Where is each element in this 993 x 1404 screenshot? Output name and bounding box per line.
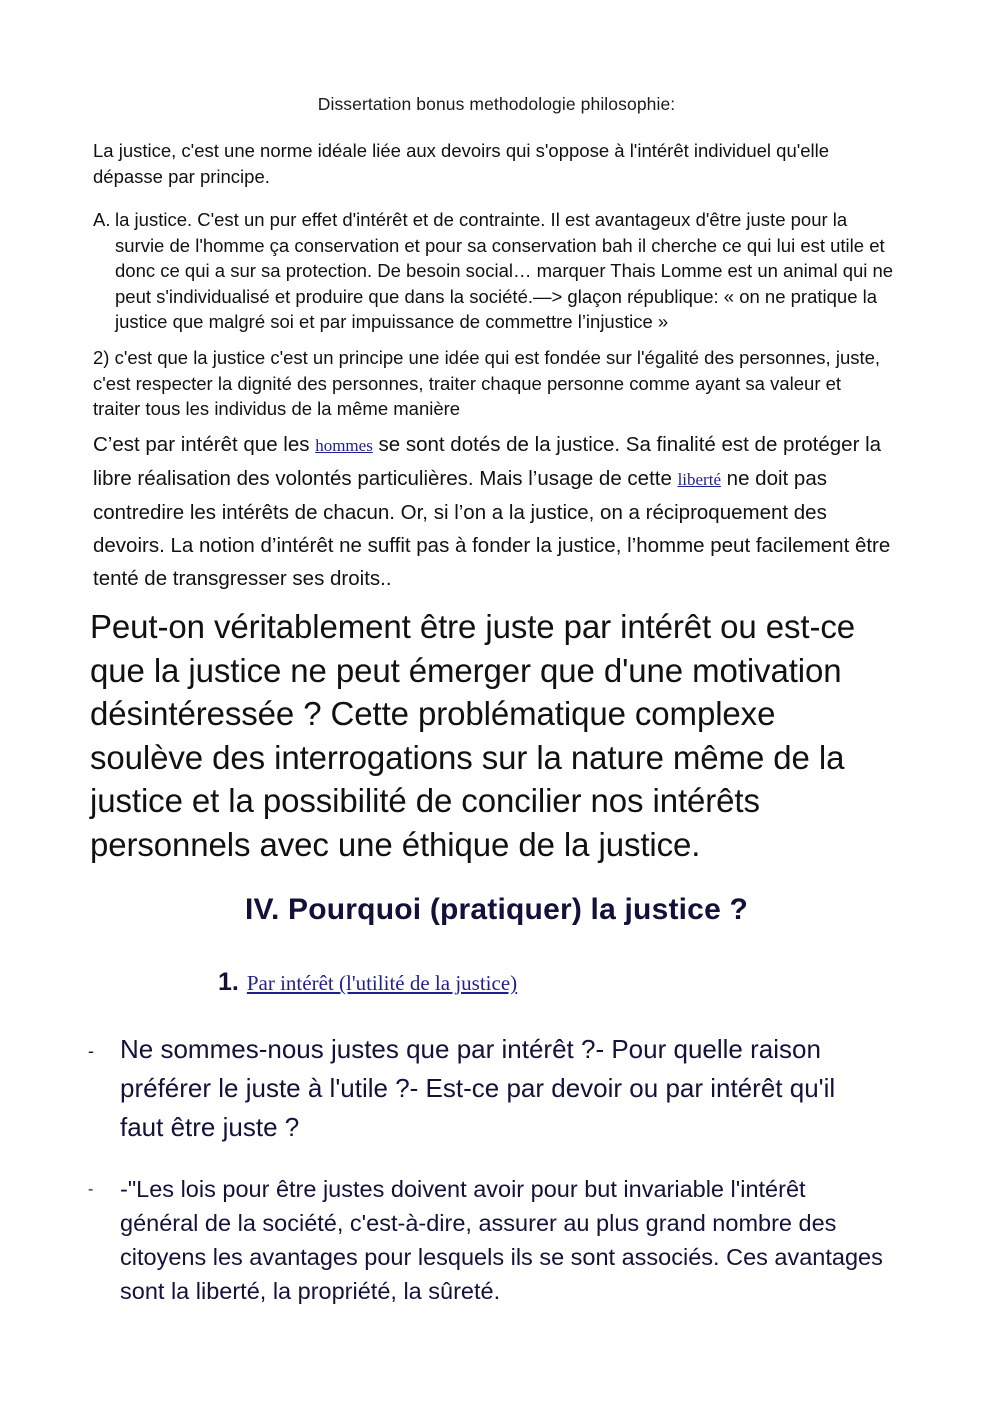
problem-statement: Peut-on véritablement être juste par intérêt ou est-ce que la justice ne peut émerger que d'une motivation désintéressée ? Cette problématique complexe soulève des interrogations sur la nature même de la justice et la possibilité de concilier nos intérêts personnels avec une éthique de la justice. <box>90 608 856 863</box>
sub-heading-1 <box>218 968 918 997</box>
list-item <box>88 1172 888 1308</box>
hommes-link[interactable]: hommes <box>315 436 373 455</box>
paragraph-two: 2) c'est que la justice c'est un principe une idée qui est fondée sur l'égalité des personnes, juste, c'est respecter la dignité des personnes, traiter chaque personne comme ayant sa valeur et traiter tous les individus de la même manière <box>93 347 881 419</box>
list-marker-a: A. <box>93 209 111 230</box>
list-item <box>88 1030 878 1147</box>
list-item-a-text: la justice. C'est un pur effet d'intérêt et de contrainte. Il est avantageux d'être juste pour la survie de l'homme ça conservation et pour sa conservation bah il cherche ce qui lui est utile et donc ce qui a sur sa protection. De besoin social… marquer Thais Lomme est un animal qui ne peut s'individualisé et produire que dans la société.—> glaçon république: « on ne pratique la justice que malgré soi et par impuissance de commettre l’injustice » <box>115 209 894 332</box>
linked-paragraph-part1: C’est par intérêt que les <box>93 433 316 456</box>
sub-heading-number: 1. <box>218 968 239 996</box>
page-title: Dissertation bonus methodologie philosophie: <box>317 94 676 114</box>
linked-paragraph <box>93 428 898 595</box>
dash-bullet-marker: - <box>88 1181 94 1198</box>
list-item-text: -"Les lois pour être justes doivent avoir pour but invariable l'intérêt général de la société, c'est-à-dire, assurer au plus grand nombre des citoyens les avantages pour lesquels ils se sont associés. Ces avantages sont la liberté, la propriété, la sûreté. <box>120 1176 883 1304</box>
intro-paragraph: La justice, c'est une norme idéale liée aux devoirs qui s'oppose à l'intérêt individuel qu'elle dépasse par principe. <box>93 140 830 187</box>
dash-bullet-marker: - <box>88 1041 94 1061</box>
linked-paragraph-part2: se sont dotés de la justice. Sa finalité est de protéger la libre réalisation des volontés particulières. Mais l’usage de cette <box>93 433 882 490</box>
linked-paragraph-part3: ne doit pas contredire les intérêts de chacun. Or, si l’on a la justice, on a réciproquement des devoirs. La notion d’intérêt ne suffit pas à fonder la justice, l’homme peut facilement être tenté de transgresser ses droits.. <box>93 467 891 590</box>
lettered-list-item-a <box>93 207 898 335</box>
section-heading-iv: IV. Pourquoi (pratiquer) la justice ? <box>244 893 749 926</box>
list-item-text: Ne sommes-nous justes que par intérêt ?- Pour quelle raison préférer le juste à l'utile ?- Est-ce par devoir ou par intérêt qu'il faut être juste ? <box>120 1034 836 1142</box>
sub-heading-link[interactable]: Par intérêt (l'utilité de la justice) <box>246 971 518 995</box>
liberte-link[interactable]: liberté <box>677 470 721 489</box>
